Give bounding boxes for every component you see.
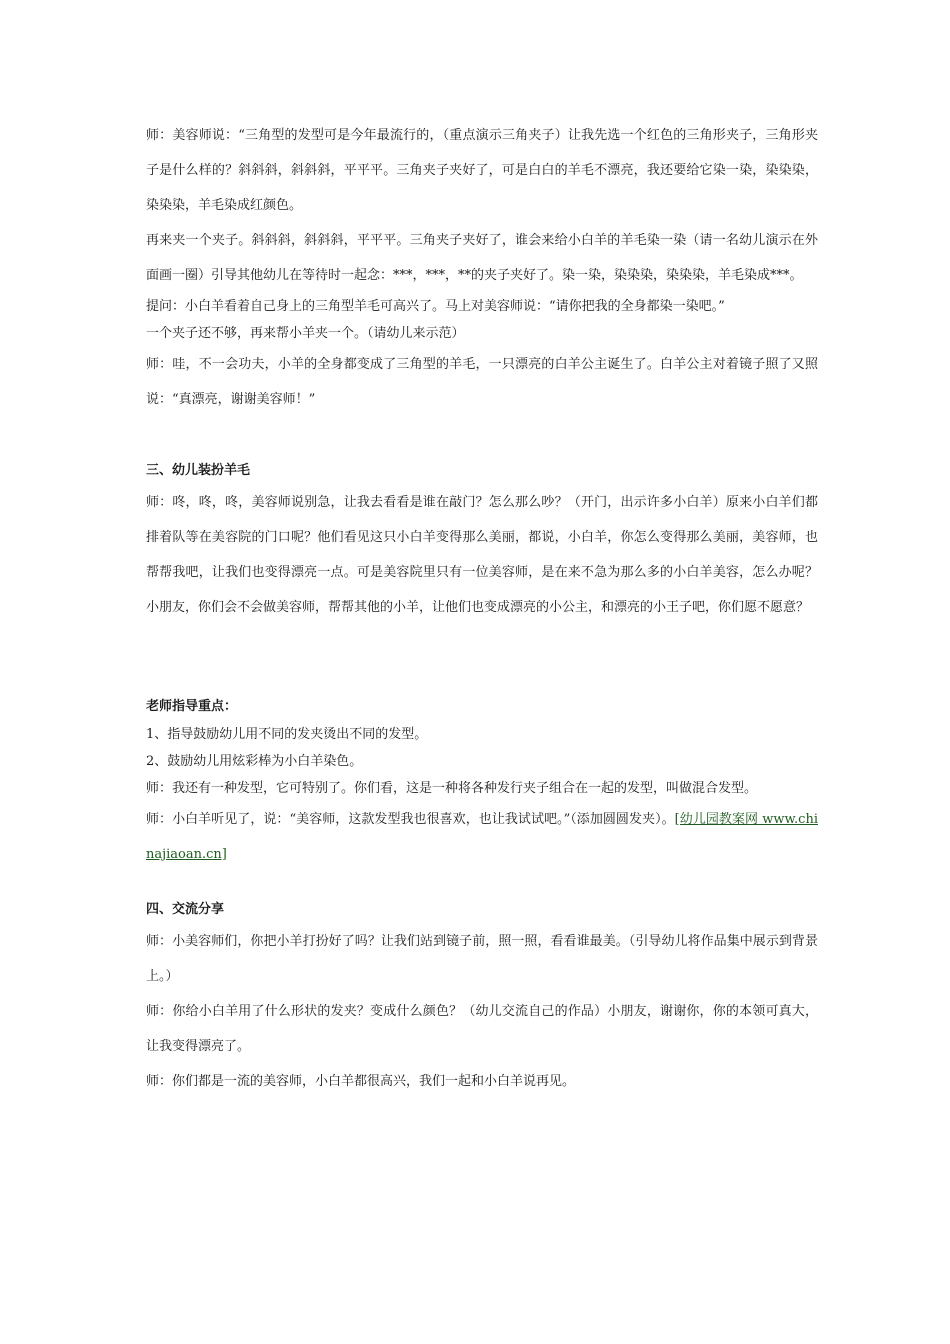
paragraph-question: 提问：小白羊看着自己身上的三角型羊毛可高兴了。马上对美容师说：“请你把我的全身都染一染吧。” [146, 299, 725, 314]
section-heading-guidance: 老师指导重点： [146, 699, 238, 714]
paragraph-goodbye: 师：你们都是一流的美容师，小白羊都很高兴，我们一起和小白羊说再见。 [146, 1074, 576, 1089]
paragraph-mixed-hairstyle: 师：我还有一种发型，它可特别了。你们看，这是一种将各种发行夹子组合在一起的发型，叫做混合发型。 [146, 781, 758, 796]
paragraph-white-sheep-princess: 师：哇，不一会功夫，小羊的全身都变成了三角型的羊毛，一只漂亮的白羊公主诞生了。白羊公主对着镜子照了又照说：“真漂亮，谢谢美容师！” [146, 357, 818, 407]
paragraph-mirror: 师：小美容师们，你把小羊打扮好了吗？让我们站到镜子前，照一照，看看谁最美。（引导幼儿将作品集中展示到背景上。） [146, 934, 818, 984]
site-link[interactable]: [幼儿园教案网 www.chinajiaoan.cn] [146, 812, 818, 862]
paragraph-knock-knock: 师：咚，咚，咚，美容师说别急，让我去看看是谁在敲门？怎么那么吵？（开门，出示许多小白羊）原来小白羊们都排着队等在美容院的门口呢？他们看见这只小白羊变得那么美丽，都说，小白羊，你怎么变得那么美丽，美容师，也帮帮我吧，让我们也变得漂亮一点。可是美容院里只有一位美容师，是在来不急为那么多的小白羊美容，怎么办呢？小朋友，你们会不会做美容师，帮帮其他的小羊，让他们也变成漂亮的小公主，和漂亮的小王子吧，你们愿不愿意？ [146, 495, 818, 615]
paragraph-one-more-clip: 一个夹子还不够，再来帮小羊夹一个。（请幼儿来示范） [146, 326, 465, 341]
guidance-item-2: 2、鼓励幼儿用炫彩棒为小白羊染色。 [146, 754, 363, 769]
paragraph-triangle-clip-demo: 师：美容师说：“三角型的发型可是今年最流行的，（重点演示三角夹子）让我先选一个红色的三角形夹子，三角形夹子是什么样的？斜斜斜，斜斜斜，平平平。三角夹子夹好了，可是白白的羊毛不漂亮，我还要给它染一染，染染染，染染染，羊毛染成红颜色。 [146, 128, 818, 213]
paragraph-second-clip: 再来夹一个夹子。斜斜斜，斜斜斜，平平平。三角夹子夹好了，谁会来给小白羊的羊毛染一染（请一名幼儿演示在外面画一圈）引导其他幼儿在等待时一起念：***，***，**的夹子夹好了。染一染，染染染，染染染，羊毛染成***。 [146, 233, 818, 283]
document-page [146, 118, 818, 1099]
section-heading-dress-up: 三、幼儿装扮羊毛 [146, 463, 251, 478]
paragraph-try-it-text: 师：小白羊听见了，说：“美容师，这款发型我也很喜欢，也让我试试吧。”（添加圆圆发夹）。 [146, 812, 675, 827]
paragraph-try-it [146, 802, 818, 872]
section-heading-share: 四、交流分享 [146, 902, 225, 917]
paragraph-what-clip: 师：你给小白羊用了什么形状的发夹？变成什么颜色？（幼儿交流自己的作品）小朋友，谢谢你，你的本领可真大，让我变得漂亮了。 [146, 1004, 818, 1054]
guidance-item-1: 1、指导鼓励幼儿用不同的发夹烫出不同的发型。 [146, 727, 428, 742]
